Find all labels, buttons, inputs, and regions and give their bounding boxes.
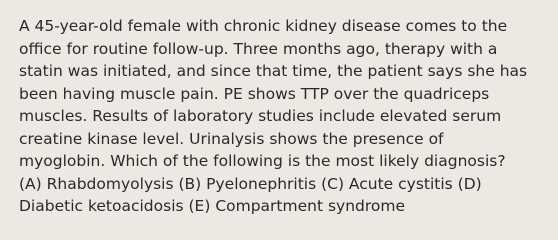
question-line: A 45-year-old female with chronic kidney disease comes to the	[19, 17, 508, 35]
question-line: office for routine follow-up. Three months ago, therapy with a	[19, 39, 498, 58]
answer-options-line: Diabetic ketoacidosis (E) Compartment syndrome	[19, 197, 406, 215]
question-line: been having muscle pain. PE shows TTP over the quadriceps	[19, 84, 490, 103]
question-line: statin was initiated, and since that time, the patient says she has	[19, 62, 528, 80]
question-line: creatine kinase level. Urinalysis shows the presence of	[19, 129, 444, 148]
answer-options-line: (A) Rhabdomyolysis (B) Pyelonephritis (C) Acute cystitis (D)	[19, 174, 482, 193]
question-line: muscles. Results of laboratory studies include elevated serum	[19, 107, 502, 125]
question-text	[19, 15, 540, 218]
question-line: myoglobin. Which of the following is the most likely diagnosis?	[19, 152, 506, 170]
